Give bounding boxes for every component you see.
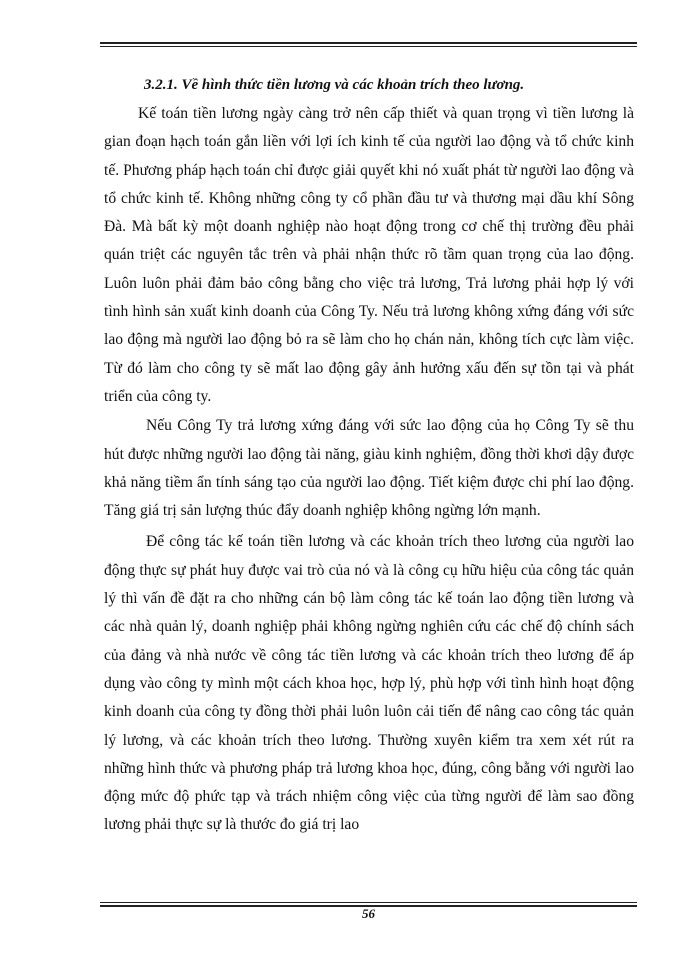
section-heading: 3.2.1. Về hình thức tiền lương và các khoản trích theo lương. <box>144 77 525 93</box>
page-number: 56 <box>362 906 375 921</box>
paragraph-3: Để công tác kế toán tiền lương và các khoản trích theo lương của người lao động thực sự phát huy được vai trò của nó và là công cụ hữu hiệu của công tác quản lý thì vấn đề đặt ra cho những cán bộ làm công tác kế toán lao động tiền lương và các nhà quản lý, doanh nghiệp phải không ngừng nghiên cứu các chế độ chính sách của đảng và nhà nước về công tác tiền lương và các khoản trích theo lương để áp dụng vào công ty mình một cách khoa học, hợp lý, phù hợp với tình hình hoạt động kinh doanh của công ty đồng thời phải luôn luôn cải tiến để nâng cao công tác quản lý lương, và các khoản trích theo lương. Thường xuyên kiểm tra xem xét rút ra những hình thức và phương pháp trả lương khoa học, đúng, công bằng với người lao động mức độ phức tạp và trách nhiệm công việc của từng người để làm sao đồng lương phải thực sự là thước đo giá trị lao <box>104 533 634 834</box>
header-rule-thin <box>100 46 637 47</box>
paragraph-2: Nếu Công Ty trả lương xứng đáng với sức lao động của họ Công Ty sẽ thu hút được những người lao động tài năng, giàu kinh nghiệm, đồng thời khơi dậy được khả năng tiềm ẩn tính sáng tạo của người lao động. Tiết kiệm được chi phí lao động. Tăng giá trị sản lượng thúc đẩy doanh nghiệp không ngừng lớn mạnh. <box>104 417 634 520</box>
header-rule-thick <box>100 42 637 44</box>
page-body <box>104 73 634 841</box>
paragraph-1: Kế toán tiền lương ngày càng trở nên cấp thiết và quan trọng vì tiền lương là gian đoạn hạch toán gắn liền với lợi ích kinh tế của người lao động và tổ chức kinh tế. Phương pháp hạch toán chỉ được giải quyết khi nó xuất phát từ người lao động và tổ chức kinh tế. Không những công ty cổ phần đầu tư và thương mại dầu khí Sông Đà. Mà bất kỳ một doanh nghiệp nào hoạt động trong cơ chế thị trường đều phải quán triệt các nguyên tắc trên và phải nhận thức rõ tầm quan trọng của lao động. Luôn luôn phải đảm bảo công bằng cho việc trả lương, Trả lương phải hợp lý với tình hình sản xuất kinh doanh của Công Ty. Nếu trả lương không xứng đáng với sức lao động mà người lao động bỏ ra sẽ làm cho họ chán nản, không tích cực làm việc. Từ đó làm cho công ty sẽ mất lao động gây ảnh hưởng xấu đến sự tồn tại và phát triển của công ty. <box>104 105 634 405</box>
footer-rule-thin <box>100 902 637 903</box>
